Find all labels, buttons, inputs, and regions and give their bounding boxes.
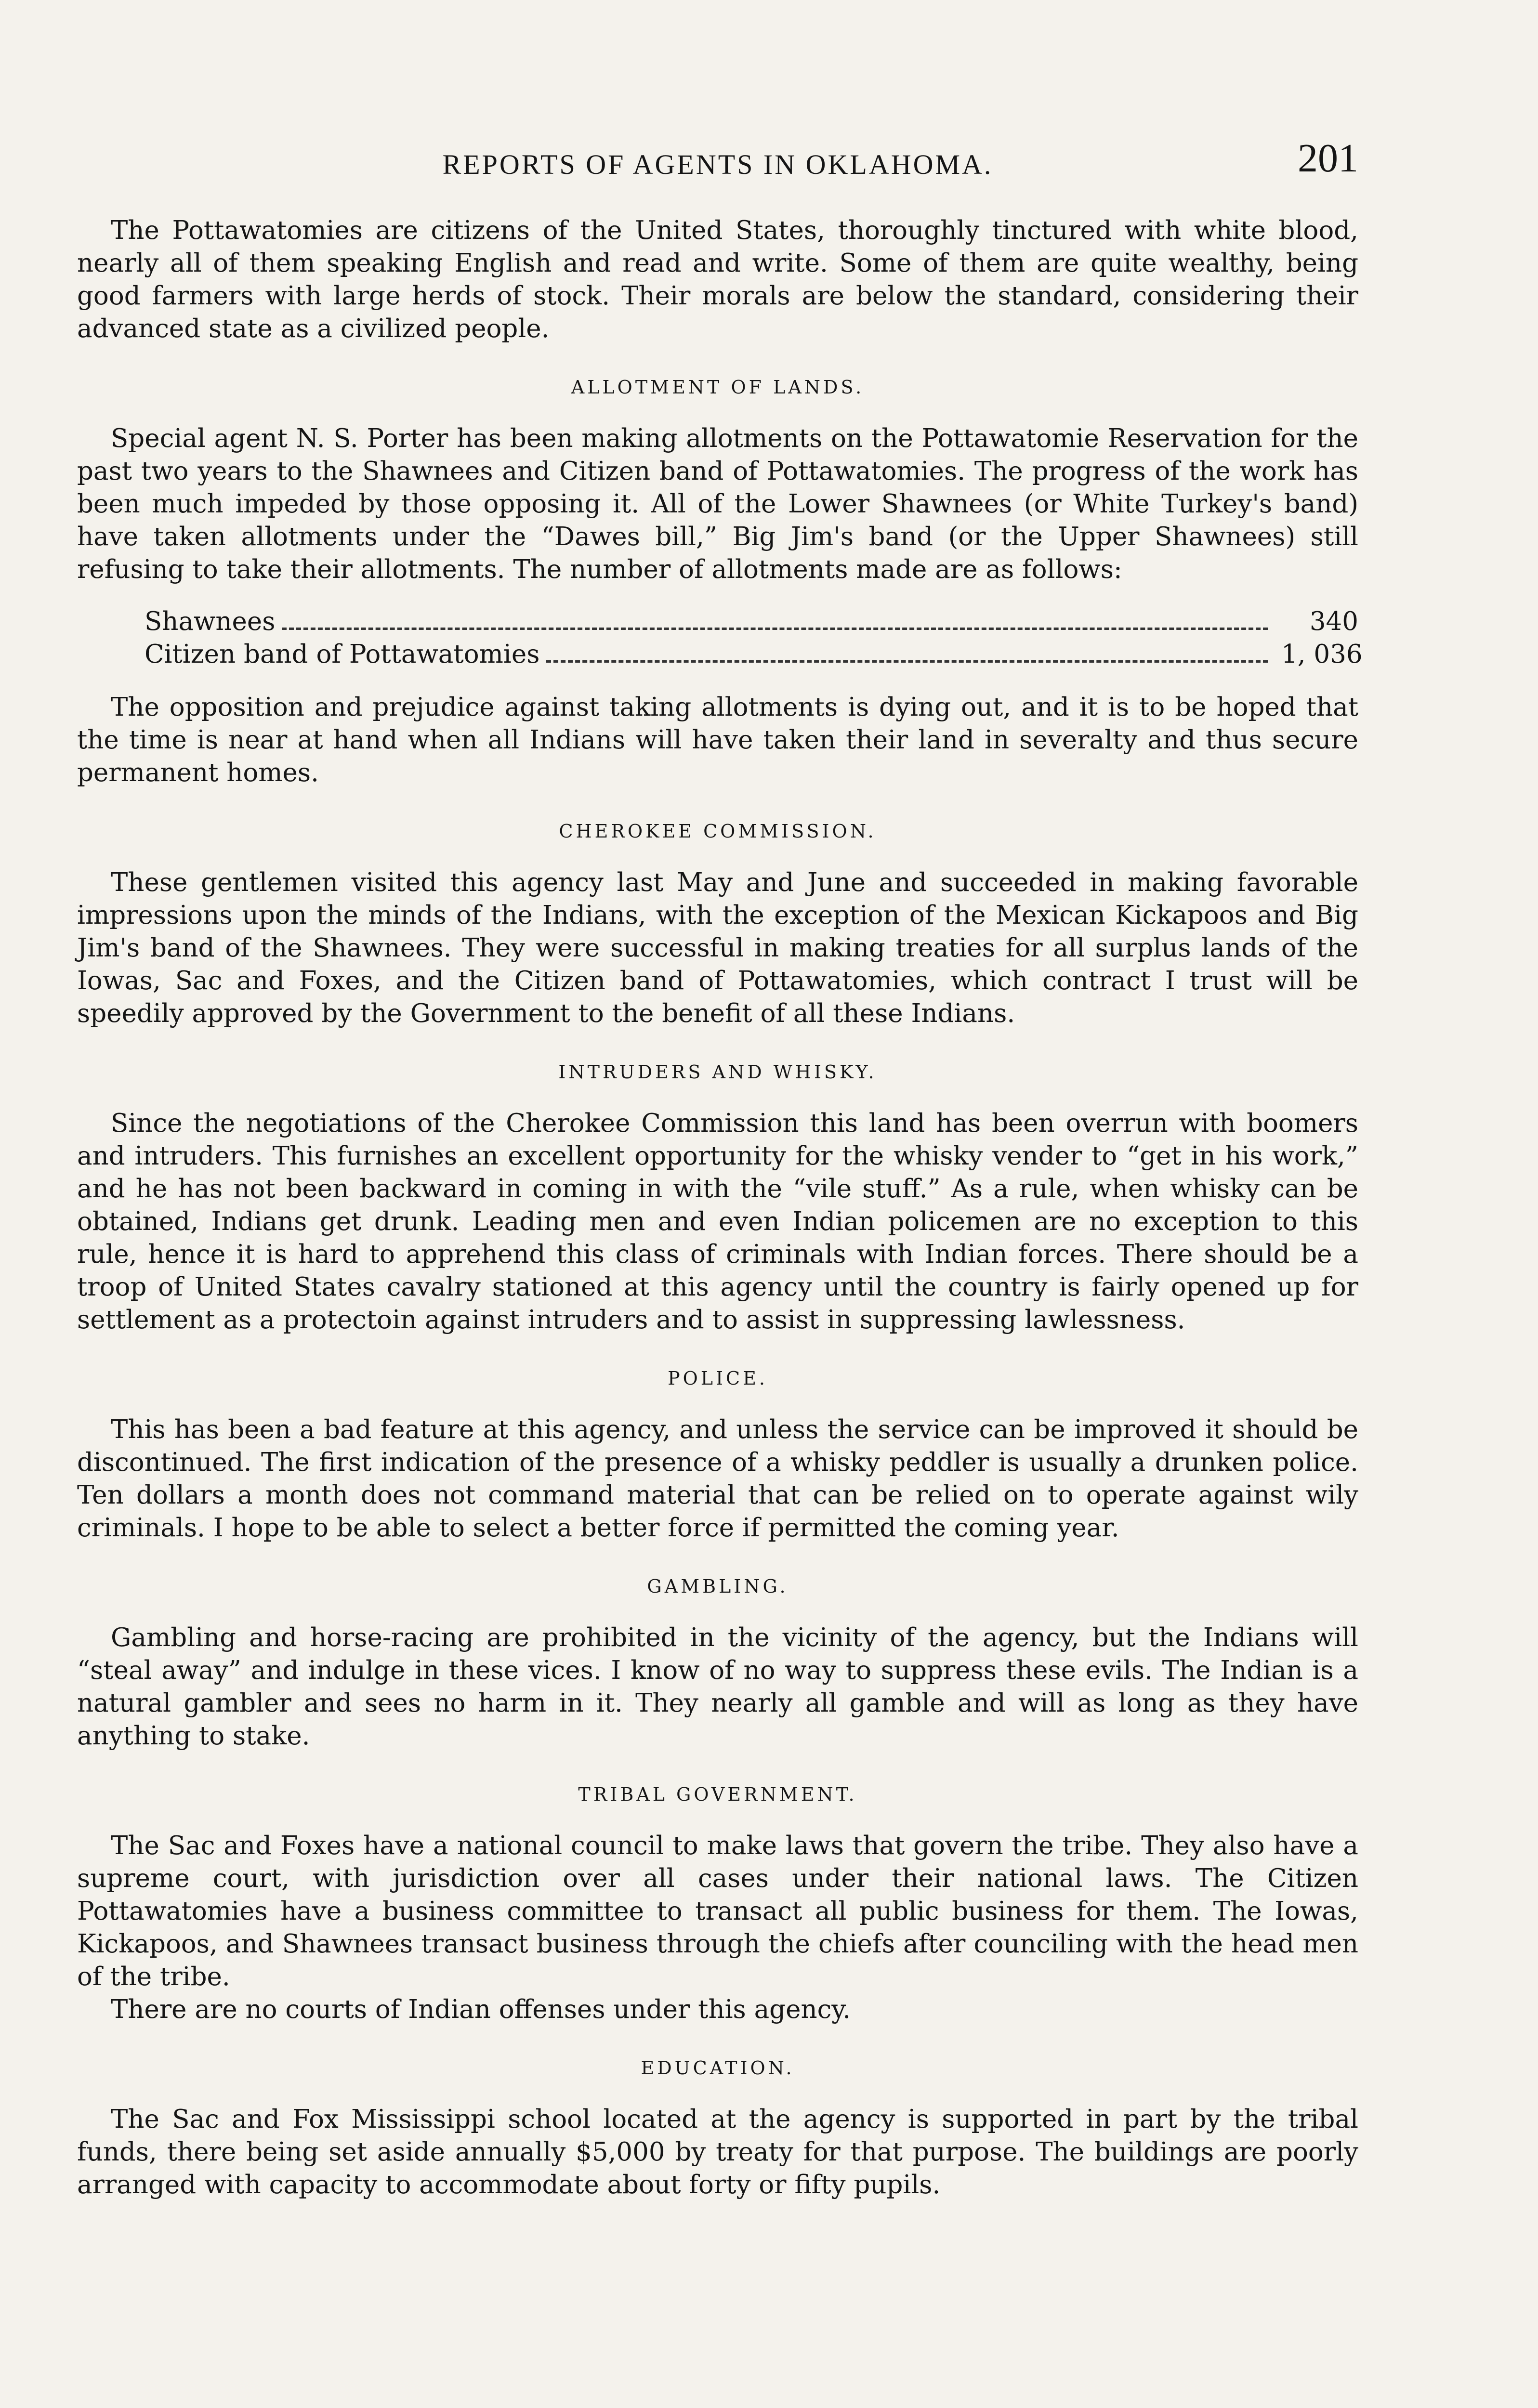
allotment-row-label: Citizen band of Pottawatomies	[145, 640, 540, 669]
heading-education: EDUCATION.	[641, 2057, 795, 2079]
allotment-table	[77, 605, 1363, 671]
allotment-row-pottawatomies	[77, 638, 1363, 671]
leader-dots	[282, 628, 1268, 630]
heading-tribal-government: TRIBAL GOVERNMENT.	[578, 1784, 857, 1805]
page-number: 201	[1298, 136, 1358, 181]
page-body	[77, 214, 1363, 2201]
allotment-row-count: 340	[1309, 607, 1358, 636]
allotment-paragraph-1: Special agent N. S. Porter has been making allotments on the Pottawatomie Reservation for the past two years to the Shawnees and Citizen band of Pottawatomies. The progress of the work has been much impeded by those opposing it. All of the Lower Shawnees (or White Turkey's band) have taken allotments under the “Dawes bill,” Big Jim's band (or the Upper Shawnees) still refusing to take their allotments. The number of allotments made are as follows:	[77, 424, 1358, 584]
allotment-row-shawnees	[77, 605, 1358, 638]
leader-dots	[546, 660, 1268, 663]
tribal-government-paragraph-2: There are no courts of Indian offenses under this agency.	[111, 1995, 851, 2024]
heading-police: POLICE.	[668, 1368, 768, 1389]
police-paragraph: This has been a bad feature at this agency, and unless the service can be improved it should be discontinued. The first indication of the presence of a whisky peddler is usually a drunken police. Ten dollars a month does not command material that can be relied on to operate against wily criminals. I hope to be able to select a better force if permitted the coming year.	[77, 1415, 1358, 1543]
running-title: REPORTS OF AGENTS IN OKLAHOMA.	[442, 149, 993, 180]
heading-gambling: GAMBLING.	[647, 1576, 789, 1597]
intro-paragraph: The Pottawatomies are citizens of the United States, thoroughly tinctured with white blood, nearly all of them speaking English and read and write. Some of them are quite wealthy, being good farmers with large herds of stock. Their morals are below the standard, considering their advanced state as a civilized people.	[77, 216, 1358, 343]
heading-cherokee-commission: CHEROKEE COMMISSION.	[559, 821, 877, 842]
intruders-paragraph: Since the negotiations of the Cherokee Commission this land has been overrun with boomers and intruders. This furnishes an excellent opportunity for the whisky vender to “get in his work,” and he has not been backward in coming in with the “vile stuff.” As a rule, when whisky can be obtained, Indians get drunk. Leading men and even Indian policemen are no exception to this rule, hence it is hard to apprehend this class of criminals with Indian forces. There should be a troop of United States cavalry stationed at this agency until the country is fairly opened up for settlement as a protectoin against intruders and to assist in suppressing lawlessness.	[77, 1109, 1358, 1335]
allotment-row-label: Shawnees	[145, 607, 276, 636]
heading-intruders-and-whisky: INTRUDERS AND WHISKY.	[558, 1061, 877, 1083]
heading-allotment-of-lands: ALLOTMENT OF LANDS.	[571, 377, 865, 398]
cherokee-paragraph: These gentlemen visited this agency last May and June and succeeded in making favorable impressions upon the minds of the Indians, with the exception of the Mexican Kickapoos and Big Jim's band of the Shawnees. They were successful in making treaties for all surplus lands of the Iowas, Sac and Foxes, and the Citizen band of Pottawatomies, which contract I trust will be speedily approved by the Government to the benefit of all these Indians.	[77, 868, 1358, 1028]
tribal-government-paragraph-1: The Sac and Foxes have a national council to make laws that govern the tribe. They also have a supreme court, with jurisdiction over all cases under their national laws. The Citizen Pottawatomies have a business committee to transact all public business for them. The Iowas, Kickapoos, and Shawnees transact business through the chiefs after counciling with the head men of the tribe.	[77, 1831, 1358, 1991]
allotment-row-count: 1, 036	[1281, 640, 1363, 669]
gambling-paragraph: Gambling and horse-racing are prohibited in the vicinity of the agency, but the Indians will “steal away” and indulge in these vices. I know of no way to suppress these evils. The Indian is a natural gambler and sees no harm in it. They nearly all gamble and will as long as they have anything to stake.	[77, 1623, 1358, 1751]
page-header	[77, 129, 1358, 187]
education-paragraph: The Sac and Fox Mississippi school located at the agency is supported in part by the tribal funds, there being set aside annually $5,000 by treaty for that purpose. The buildings are poorly arranged with capacity to accommodate about forty or fifty pupils.	[77, 2105, 1358, 2199]
allotment-paragraph-2: The opposition and prejudice against taking allotments is dying out, and it is to be hoped that the time is near at hand when all Indians will have taken their land in severalty and thus secure permanent homes.	[77, 693, 1358, 787]
